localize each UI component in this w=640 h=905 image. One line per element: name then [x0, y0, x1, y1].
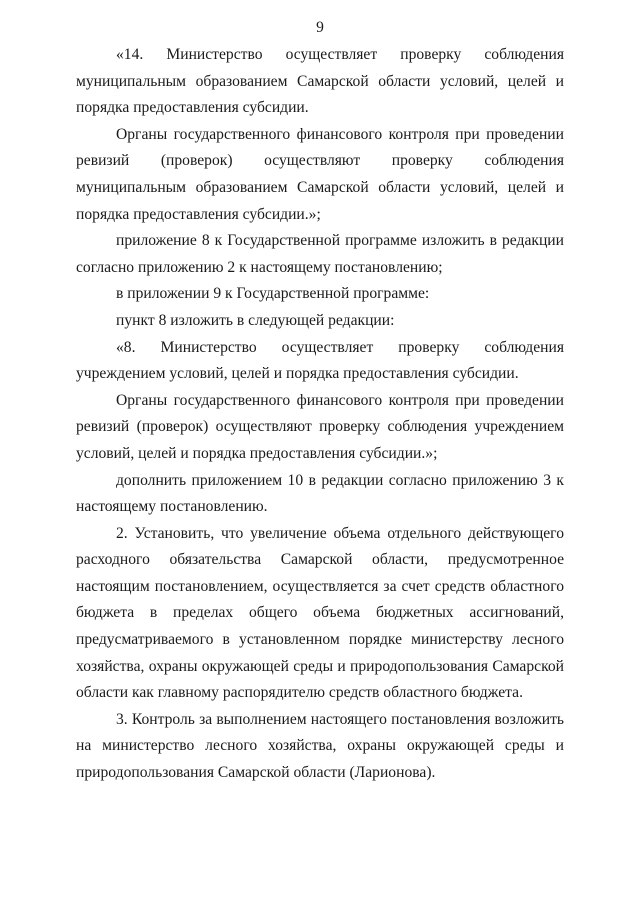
- page-number: 9: [316, 19, 324, 36]
- paragraph-7: Органы государственного финансового контроля при проведении ревизий (проверок) осуществляют проверку соблюдения учреждением условий, целей и порядка предоставления субсидии.»;: [76, 391, 564, 462]
- paragraph-9: 2. Установить, что увеличение объема отдельного действующего расходного обязательства Самарской области, предусмотренное настоящим постановлением, осуществляется за счет средств областного бюджета в пределах общего объема бюджетных ассигнований, предусматриваемого в установленном порядке министерству лесного хозяйства, охраны окружающей среды и природопользования Самарской области как главному распорядителю средств областного бюджета.: [76, 524, 564, 702]
- paragraph-8: дополнить приложением 10 в редакции согласно приложению 3 к настоящему постановлению.: [76, 471, 564, 516]
- paragraph-2: Органы государственного финансового контроля при проведении ревизий (проверок) осуществляют проверку соблюдения муниципальным образованием Самарской области условий, целей и порядка предоставления субсидии.»;: [76, 125, 564, 223]
- paragraph-5: пункт 8 изложить в следующей редакции:: [116, 311, 395, 329]
- paragraph-1: «14. Министерство осуществляет проверку соблюдения муниципальным образованием Самарской области условий, целей и порядка предоставления субсидии.: [76, 46, 564, 117]
- document-body: [76, 42, 564, 787]
- paragraph-6: «8. Министерство осуществляет проверку соблюдения учреждением условий, целей и порядка предоставления субсидии.: [76, 338, 564, 383]
- paragraph-3: приложение 8 к Государственной программе изложить в редакции согласно приложению 2 к настоящему постановлению;: [76, 232, 564, 276]
- paragraph-4: в приложении 9 к Государственной программе:: [116, 285, 430, 303]
- paragraph-10: 3. Контроль за выполнением настоящего постановления возложить на министерство лесного хозяйства, охраны окружающей среды и природопользования Самарской области (Ларионова).: [76, 710, 564, 782]
